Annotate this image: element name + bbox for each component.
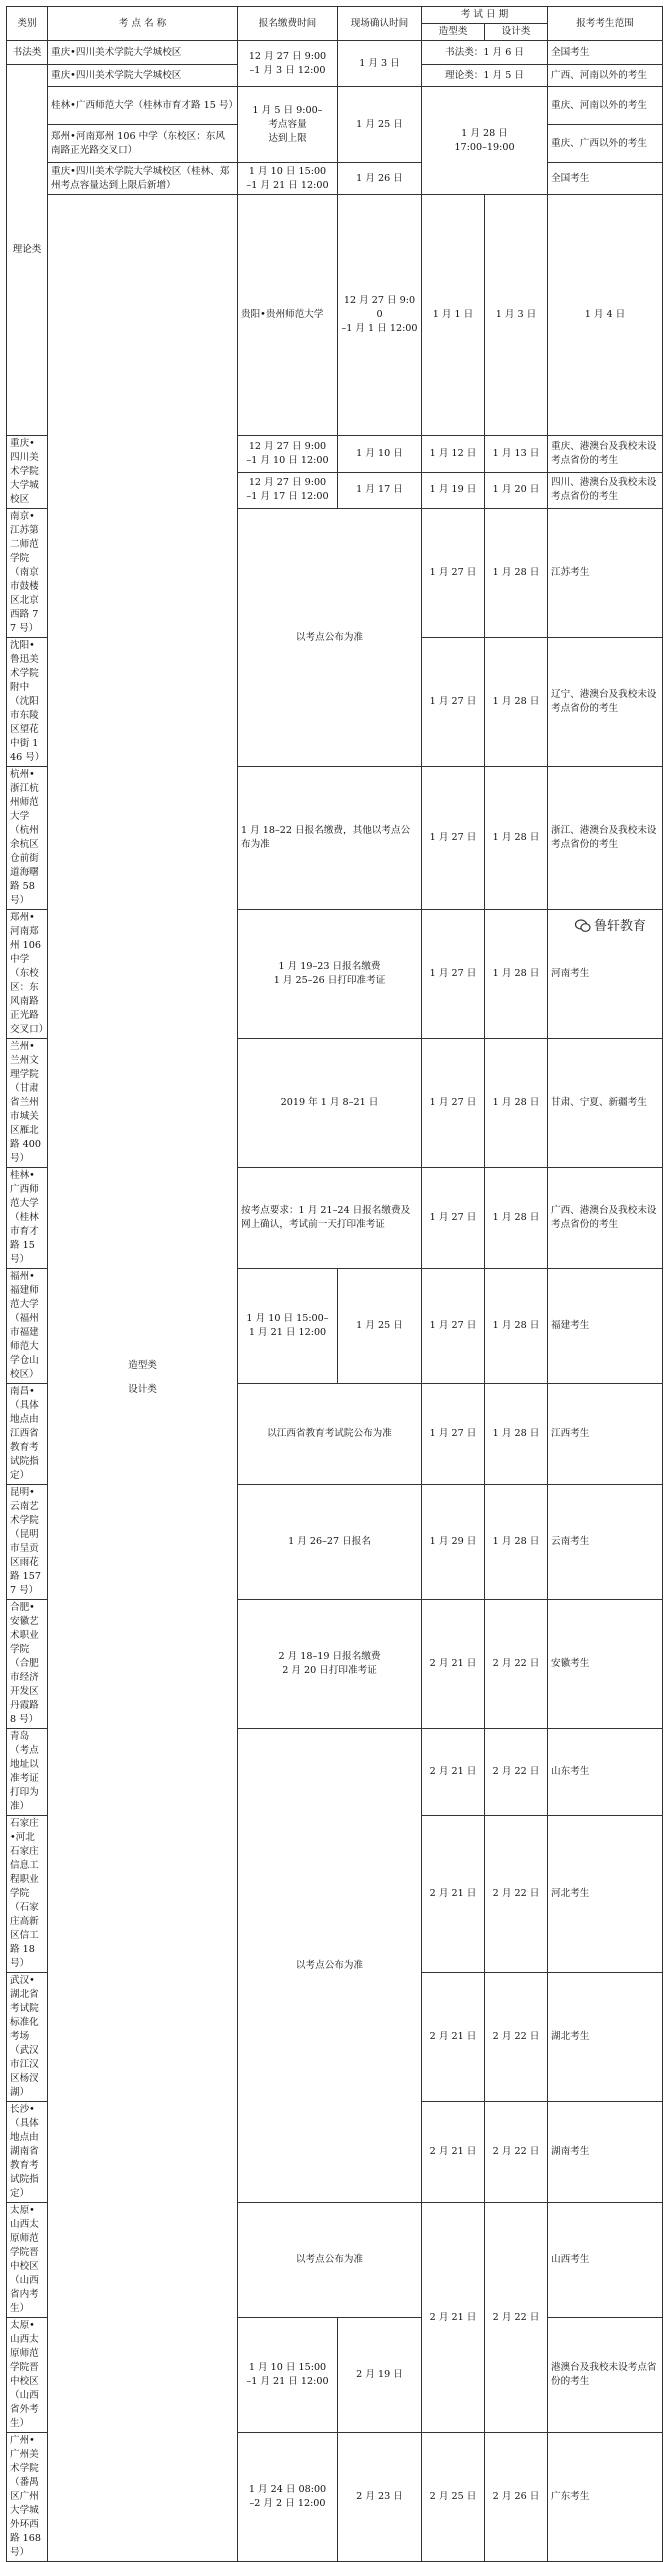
registration-cell: 2019 年 1 月 8–21 日 — [238, 1039, 422, 1168]
shape-date-cell: 2 月 21 日 — [422, 2203, 485, 2433]
confirm-cell: 1 月 25 日 — [338, 87, 422, 163]
design-date-cell: 2 月 22 日 — [485, 1600, 548, 1729]
venue-cell: 太原•山西太原师范学院晋中校区（山西省外考生） — [7, 2318, 48, 2433]
registration-text: 1 月 24 日 08:00 –2 月 2 日 12:00 — [248, 2484, 327, 2509]
design-date-cell: 2 月 22 日 — [485, 2203, 548, 2433]
category-shape: 造型类 — [128, 1360, 157, 1371]
design-date-cell: 1 月 28 日 — [485, 1485, 548, 1600]
registration-cell — [238, 436, 338, 473]
venue-cell: 杭州•浙江杭州师范大学（杭州余杭区仓前街道海曙路 58 号） — [7, 767, 48, 910]
header-design: 设计类 — [485, 24, 548, 41]
scope-cell: 河南考生 — [548, 910, 663, 1039]
exam-date-text: 1 月 28 日 17:00–19:00 — [454, 127, 515, 153]
shape-date-cell: 2 月 21 日 — [422, 2102, 485, 2203]
venue-cell: 福州•福建师范大学（福州市福建师范大学仓山校区） — [7, 1269, 48, 1384]
venue-cell: 桂林•广西师范大学（桂林市育才路 15 号） — [7, 1168, 48, 1269]
shape-date-cell: 2 月 25 日 — [422, 2433, 485, 2562]
venue-cell: 重庆•四川美术学院大学城校区 — [7, 436, 48, 509]
scope-cell: 山西考生 — [548, 2203, 663, 2318]
venue-cell: 广州•广州美术学院（番禺区广州大学城外环西路 168 号） — [7, 2433, 48, 2562]
design-date-cell: 1 月 28 日 — [485, 509, 548, 638]
registration-text: 1 月 19–23 日报名缴费 1 月 25–26 日打印准考证 — [273, 961, 386, 986]
design-date-cell: 2 月 22 日 — [485, 1973, 548, 2102]
venue-cell: 太原•山西太原师范学院晋中校区（山西省内考生） — [7, 2203, 48, 2318]
watermark — [573, 915, 648, 934]
design-date-cell: 2 月 22 日 — [485, 2102, 548, 2203]
scope-cell: 广西、港澳台及我校未设考点省份的考生 — [548, 1168, 663, 1269]
shape-date-cell: 1 月 27 日 — [422, 910, 485, 1039]
scope-cell: 港澳台及我校未设考点省份的考生 — [548, 2318, 663, 2433]
shape-date-cell: 1 月 27 日 — [422, 1168, 485, 1269]
confirm-cell: 1 月 1 日 — [422, 195, 485, 436]
venue-cell: 重庆•四川美术学院大学城校区（桂林、郑州考点容量达到上限后新增） — [48, 163, 238, 195]
shape-date-cell: 2 月 21 日 — [422, 1816, 485, 1973]
registration-cell — [238, 87, 338, 163]
header-venue: 考 点 名 称 — [48, 7, 238, 41]
venue-cell: 桂林•广西师范大学（桂林市育才路 15 号） — [48, 87, 238, 125]
scope-cell: 山东考生 — [548, 1729, 663, 1816]
venue-cell: 贵阳•贵州师范大学 — [238, 195, 338, 436]
exam-date-cell: 书法类：1 月 6 日 — [422, 41, 548, 65]
shape-date-cell: 2 月 21 日 — [422, 1600, 485, 1729]
design-date-cell: 2 月 26 日 — [485, 2433, 548, 2562]
watermark-text: 鲁轩教育 — [593, 919, 646, 934]
venue-cell: 长沙•（具体地点由湖南省教育考试院指定） — [7, 2102, 48, 2203]
registration-cell — [338, 195, 422, 436]
venue-cell: 兰州•兰州文理学院（甘肃省兰州市城关区雁北路 400 号） — [7, 1039, 48, 1168]
registration-cell — [238, 910, 422, 1039]
wechat-icon — [575, 919, 591, 933]
registration-cell: 以考点公布为准 — [238, 509, 422, 767]
scope-cell: 云南考生 — [548, 1485, 663, 1600]
header-scope: 报考考生范围 — [548, 7, 663, 41]
shape-date-cell: 2 月 21 日 — [422, 1973, 485, 2102]
venue-cell: 昆明•云南艺术学院（昆明市呈贡区雨花路 1577 号） — [7, 1485, 48, 1600]
design-date-cell: 1 月 28 日 — [485, 638, 548, 767]
scope-cell: 福建考生 — [548, 1269, 663, 1384]
registration-text: 12 月 27 日 9:00 –1 月 1 日 12:00 — [341, 295, 418, 334]
scope-cell: 重庆、港澳台及我校未设考点省份的考生 — [548, 436, 663, 473]
confirm-cell: 1 月 10 日 — [338, 436, 422, 473]
registration-cell — [238, 2318, 338, 2433]
registration-cell: 以考点公布为准 — [238, 1729, 422, 2203]
venue-cell: 南京•江苏第二师范学院（南京市鼓楼区北京西路 77 号） — [7, 509, 48, 638]
design-date-cell: 1 月 28 日 — [485, 1168, 548, 1269]
registration-cell — [238, 1269, 338, 1384]
registration-cell — [238, 472, 338, 509]
header-registration: 报名缴费时间 — [238, 7, 338, 41]
shape-date-cell: 1 月 27 日 — [422, 509, 485, 638]
registration-text: 12 月 27 日 9:00 –1 月 3 日 12:00 — [248, 50, 327, 76]
venue-cell: 重庆•四川美术学院大学城校区 — [48, 65, 238, 87]
venue-cell: 合肥•安徽艺术职业学院（合肥市经济开发区丹霞路 8 号） — [7, 1600, 48, 1729]
registration-cell: 以考点公布为准 — [238, 2203, 422, 2318]
scope-cell: 河北考生 — [548, 1816, 663, 1973]
scope-cell: 全国考生 — [548, 41, 663, 65]
category-shape-design — [48, 195, 238, 2562]
registration-text: 2 月 18–19 日报名缴费 2 月 20 日打印准考证 — [278, 1651, 381, 1676]
registration-cell — [238, 163, 338, 195]
shape-date-cell: 1 月 27 日 — [422, 1039, 485, 1168]
confirm-cell: 1 月 26 日 — [338, 163, 422, 195]
scope-cell: 湖南考生 — [548, 2102, 663, 2203]
venue-cell: 武汉•湖北省考试院标准化考场（武汉市江汉区杨汊湖） — [7, 1973, 48, 2102]
registration-cell: 1 月 18–22 日报名缴费，其他以考点公布为准 — [238, 767, 422, 910]
registration-text: 12 月 27 日 9:00 –1 月 10 日 12:00 — [246, 440, 329, 466]
exam-date-cell: 理论类：1 月 5 日 — [422, 65, 548, 87]
design-date-cell: 1 月 28 日 — [485, 910, 548, 1039]
header-category: 类别 — [7, 7, 48, 41]
registration-cell: 1 月 26–27 日报名 — [238, 1485, 422, 1600]
shape-date-cell: 1 月 3 日 — [485, 195, 548, 436]
confirm-cell: 1 月 25 日 — [338, 1269, 422, 1384]
scope-cell: 湖北考生 — [548, 1973, 663, 2102]
confirm-cell: 1 月 3 日 — [338, 41, 422, 87]
shape-date-cell: 1 月 19 日 — [422, 472, 485, 509]
venue-cell: 沈阳•鲁迅美术学院附中（沈阳市东陵区望花中街 146 号） — [7, 638, 48, 767]
shape-date-cell: 1 月 27 日 — [422, 1269, 485, 1384]
venue-cell: 郑州•河南郑州 106 中学（东校区：东风南路正光路交叉口） — [7, 910, 48, 1039]
design-date-cell: 1 月 4 日 — [548, 195, 663, 436]
registration-cell: 按考点要求：1 月 21–24 日报名缴费及网上确认，考试前一天打印准考证 — [238, 1168, 422, 1269]
shape-date-cell: 1 月 27 日 — [422, 638, 485, 767]
design-date-cell: 1 月 28 日 — [485, 1039, 548, 1168]
exam-date-cell — [422, 87, 548, 195]
scope-cell: 重庆、广西以外的考生 — [548, 125, 663, 163]
scope-cell: 江苏考生 — [548, 509, 663, 638]
design-date-cell: 2 月 22 日 — [485, 1816, 548, 1973]
scope-cell: 广东考生 — [548, 2433, 663, 2562]
registration-text: 1 月 5 日 9:00– 考点容量 达到上限 — [252, 104, 323, 144]
registration-text: 1 月 10 日 15:00 –1 月 21 日 12:00 — [246, 165, 329, 191]
scope-cell: 浙江、港澳台及我校未设考点省份的考生 — [548, 767, 663, 910]
design-date-cell: 1 月 20 日 — [485, 472, 548, 509]
registration-cell: 以江西省教育考试院公布为准 — [238, 1384, 422, 1485]
scope-cell: 广西、河南以外的考生 — [548, 65, 663, 87]
header-shape: 造型类 — [422, 24, 485, 41]
design-date-cell: 1 月 28 日 — [485, 1269, 548, 1384]
venue-cell: 郑州•河南郑州 106 中学（东校区：东风南路正光路交叉口） — [48, 125, 238, 163]
registration-text: 1 月 10 日 15:00– 1 月 21 日 12:00 — [246, 1313, 329, 1338]
registration-cell — [238, 2433, 338, 2562]
shape-date-cell: 1 月 29 日 — [422, 1485, 485, 1600]
shape-date-cell: 2 月 21 日 — [422, 1729, 485, 1816]
category-theory: 理论类 — [7, 65, 48, 436]
scope-cell: 全国考生 — [548, 163, 663, 195]
registration-text: 1 月 10 日 15:00 –1 月 21 日 12:00 — [246, 2362, 329, 2387]
category-calligraphy: 书法类 — [7, 41, 48, 65]
confirm-cell: 2 月 23 日 — [338, 2433, 422, 2562]
design-date-cell: 1 月 28 日 — [485, 767, 548, 910]
exam-schedule-table — [6, 6, 663, 2562]
design-date-cell: 2 月 22 日 — [485, 1729, 548, 1816]
scope-cell: 江西考生 — [548, 1384, 663, 1485]
design-date-cell: 1 月 13 日 — [485, 436, 548, 473]
category-design: 设计类 — [128, 1384, 157, 1395]
registration-cell — [238, 1600, 422, 1729]
venue-cell: 重庆•四川美术学院大学城校区 — [48, 41, 238, 65]
design-date-cell: 1 月 28 日 — [485, 1384, 548, 1485]
confirm-cell: 2 月 19 日 — [338, 2318, 422, 2433]
venue-cell: 青岛（考点地址以准考证打印为准） — [7, 1729, 48, 1816]
scope-cell: 辽宁、港澳台及我校未设考点省份的考生 — [548, 638, 663, 767]
scope-cell: 甘肃、宁夏、新疆考生 — [548, 1039, 663, 1168]
venue-cell: 石家庄•河北石家庄信息工程职业学院（石家庄高新区信工路 18 号） — [7, 1816, 48, 1973]
scope-cell: 四川、港澳台及我校未设考点省份的考生 — [548, 472, 663, 509]
shape-date-cell: 1 月 12 日 — [422, 436, 485, 473]
shape-date-cell: 1 月 27 日 — [422, 767, 485, 910]
shape-date-cell: 1 月 27 日 — [422, 1384, 485, 1485]
scope-cell: 重庆、河南以外的考生 — [548, 87, 663, 125]
confirm-cell: 1 月 17 日 — [338, 472, 422, 509]
registration-cell — [238, 41, 338, 87]
venue-cell: 南昌•（具体地点由江西省教育考试院指定） — [7, 1384, 48, 1485]
header-exam-date: 考 试 日 期 — [422, 7, 548, 24]
scope-cell: 安徽考生 — [548, 1600, 663, 1729]
registration-text: 12 月 27 日 9:00 –1 月 17 日 12:00 — [246, 477, 329, 503]
header-confirm: 现场确认时间 — [338, 7, 422, 41]
